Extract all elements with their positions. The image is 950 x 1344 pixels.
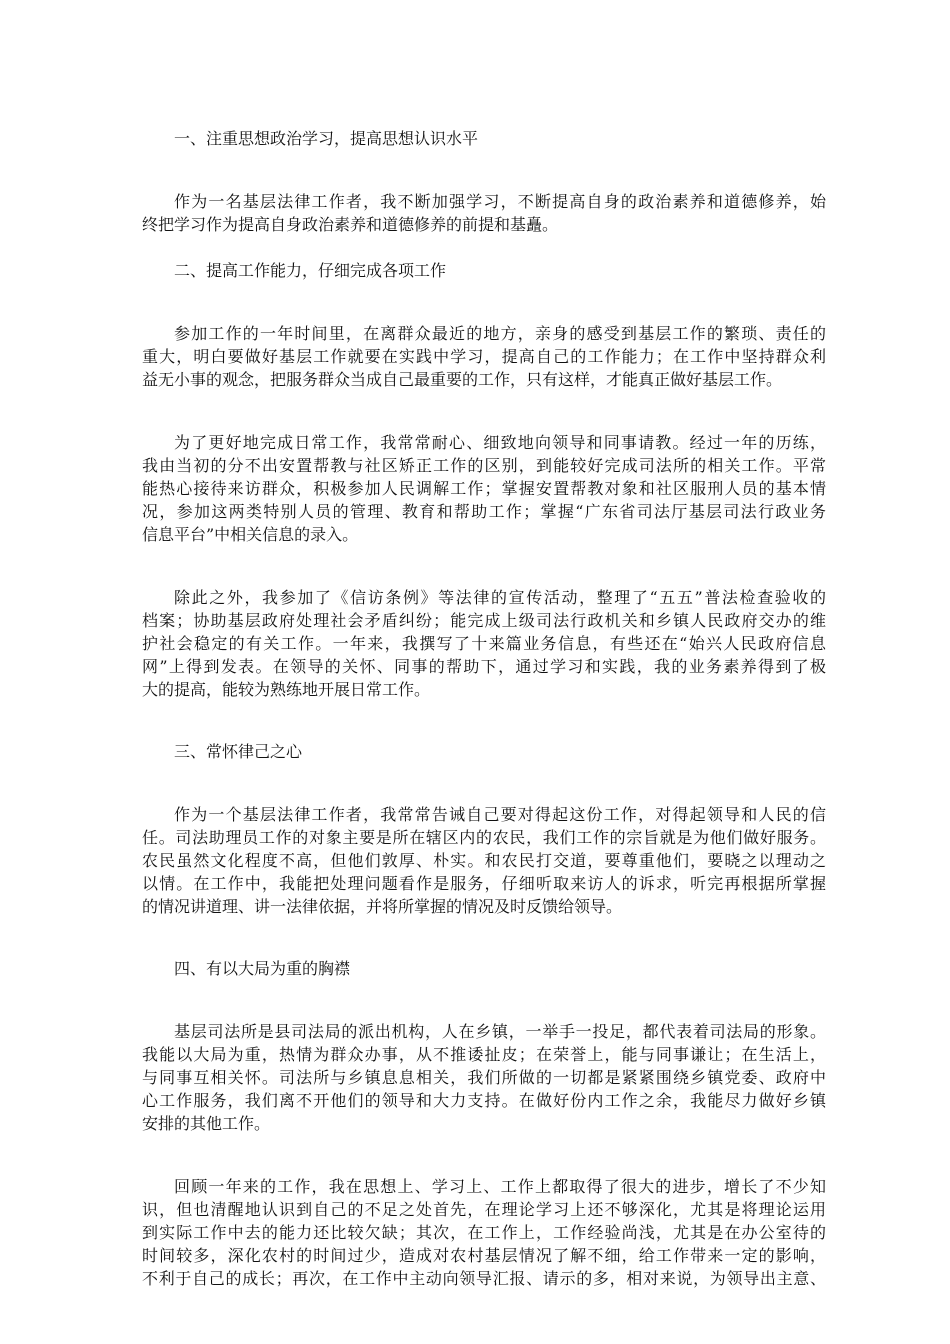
paragraph-line: 网”上得到发表。在领导的关怀、同事的帮助下，通过学习和实践，我的业务素养得到了极 [142, 657, 826, 676]
paragraph-line: 为了更好地完成日常工作，我常常耐心、细致地向领导和同事请教。经过一年的历练， [174, 433, 826, 452]
paragraph [142, 1175, 826, 1290]
paragraph-line: 识，但也清醒地认识到自己的不足之处首先，在理论学习上还不够深化，尤其是将理论运用 [142, 1200, 826, 1219]
paragraph-line: 益无小事的观念，把服务群众当成自己最重要的工作，只有这样，才能真正做好基层工作。 [142, 370, 783, 389]
paragraph-line: 安排的其他工作。 [142, 1114, 271, 1133]
document-body [142, 128, 826, 1314]
paragraph-line: 与同事互相关怀。司法所与乡镇息息相关，我们所做的一切都是紧紧围绕乡镇党委、政府中 [142, 1068, 826, 1087]
paragraph-line: 信息平台”中相关信息的录入。 [142, 525, 359, 544]
paragraph-line: 参加工作的一年时间里，在离群众最近的地方，亲身的感受到基层工作的繁琐、责任的 [174, 324, 826, 343]
paragraph-line: 除此之外，我参加了《信访条例》等法律的宣传活动，整理了“五五”普法检查验收的 [174, 588, 826, 607]
paragraph-line: 基层司法所是县司法局的派出机构，人在乡镇，一举手一投足，都代表着司法局的形象。 [174, 1022, 826, 1041]
paragraph-line: 回顾一年来的工作，我在思想上、学习上、工作上都取得了很大的进步，增长了不少知 [174, 1177, 826, 1196]
paragraph [142, 803, 826, 918]
paragraph [142, 586, 826, 701]
paragraph-line: 作为一名基层法律工作者，我不断加强学习，不断提高自身的政治素养和道德修养，始 [174, 192, 826, 211]
paragraph-line: 到实际工作中去的能力还比较欠缺；其次，在工作上，工作经验尚浅，尤其是在办公室待的 [142, 1223, 826, 1242]
paragraph-line: 心工作服务，我们离不开他们的领导和大力支持。在做好份内工作之余，我能尽力做好乡镇 [142, 1091, 826, 1110]
section-heading-4: 四、有以大局为重的胸襟 [174, 959, 351, 978]
paragraph-line: 能热心接待来访群众，积极参加人民调解工作；掌握安置帮教对象和社区服刑人员的基本情 [142, 479, 826, 498]
section-heading-2: 二、提高工作能力，仔细完成各项工作 [174, 261, 447, 280]
paragraph-line: 档案；协助基层政府处理社会矛盾纠纷；能完成上级司法行政机关和乡镇人民政府交办的维 [142, 611, 826, 630]
paragraph-line: 农民虽然文化程度不高，但他们敦厚、朴实。和农民打交道，要尊重他们，要晓之以理动之 [142, 851, 826, 870]
paragraph-line: 作为一个基层法律工作者，我常常告诫自己要对得起这份工作，对得起领导和人民的信 [174, 805, 826, 824]
paragraph-line: 况，参加这两类特别人员的管理、教育和帮助工作；掌握“广东省司法厅基层司法行政业务 [142, 502, 826, 521]
section-heading-1: 一、注重思想政治学习，提高思想认识水平 [174, 129, 479, 148]
paragraph-line: 大的提高，能较为熟练地开展日常工作。 [142, 680, 431, 699]
paragraph-line: 不利于自己的成长；再次，在工作中主动向领导汇报、请示的多，相对来说，为领导出主意、 [142, 1269, 826, 1288]
paragraph [142, 322, 826, 391]
paragraph-line: 以情。在工作中，我能把处理问题看作是服务，仔细听取来访人的诉求，听完再根据所掌握 [142, 874, 826, 893]
paragraph-line: 我能以大局为重，热情为群众办事，从不推诿扯皮；在荣誉上，能与同事谦让；在生活上， [142, 1045, 826, 1064]
paragraph-line: 护社会稳定的有关工作。一年来，我撰写了十来篇业务信息，有些还在“始兴人民政府信息 [142, 634, 826, 653]
paragraph [142, 1020, 826, 1135]
paragraph-line: 任。司法助理员工作的对象主要是所在辖区内的农民，我们工作的宗旨就是为他们做好服务。 [142, 828, 826, 847]
paragraph [142, 190, 826, 236]
paragraph-line: 的情况讲道理、讲一法律依据，并将所掌握的情况及时反馈给领导。 [142, 897, 623, 916]
paragraph [142, 431, 826, 546]
paragraph-line: 时间较多，深化农村的时间过少，造成对农村基层情况了解不细，给工作带来一定的影响， [142, 1246, 826, 1265]
paragraph-line: 重大，明白要做好基层工作就要在实践中学习，提高自己的工作能力；在工作中坚持群众利 [142, 347, 826, 366]
paragraph-line: 终把学习作为提高自身政治素养和道德修养的前提和基矗。 [142, 215, 559, 234]
section-heading-3: 三、常怀律己之心 [174, 742, 303, 761]
paragraph-line: 我由当初的分不出安置帮教与社区矫正工作的区别，到能较好完成司法所的相关工作。平常 [142, 456, 826, 475]
